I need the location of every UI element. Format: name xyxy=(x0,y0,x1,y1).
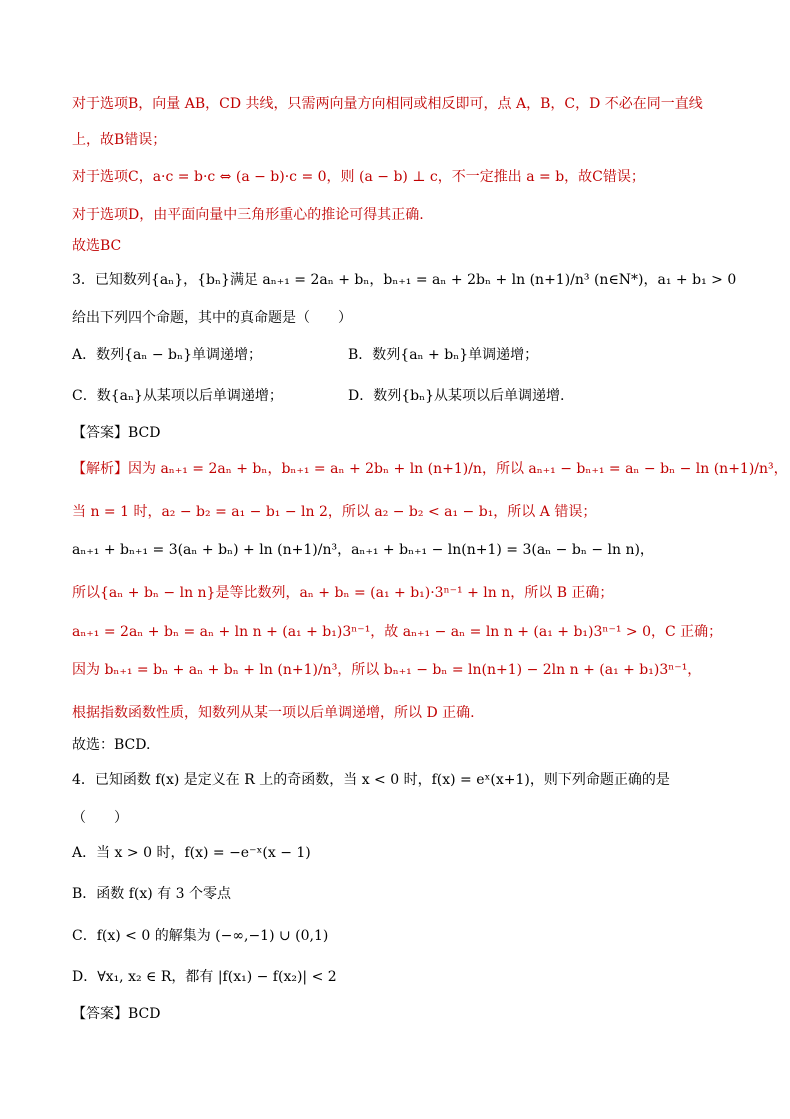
text-line-l17: 根据指数函数性质，知数列从某一项以后单调递增，所以 D 正确. xyxy=(72,705,475,721)
text-line-l5: 故选BC xyxy=(72,238,122,254)
text-line-l9a: C．数{aₙ}从某项以后单调递增； xyxy=(72,388,283,404)
text-line-l18: 故选：BCD. xyxy=(72,737,151,753)
text-line-l20: （ ） xyxy=(72,810,128,826)
text-line-l16: 因为 bₙ₊₁ = bₙ + aₙ + bₙ + ln (n+1)/n³，所以 bₙ₊₁ − bₙ = ln(n+1) − 2ln n + (a₁ + b₁)3ⁿ⁻¹， xyxy=(72,662,702,678)
text-line-l15: aₙ₊₁ = 2aₙ + bₙ = aₙ + ln n + (a₁ + b₁)3ⁿ⁻¹，故 aₙ₊₁ − aₙ = ln n + (a₁ + b₁)3ⁿ⁻¹ > 0，C 正确； xyxy=(72,624,723,640)
text-line-l14: 所以{aₙ + bₙ − ln n}是等比数列，aₙ + bₙ = (a₁ + b₁)·3ⁿ⁻¹ + ln n，所以 B 正确； xyxy=(72,585,614,601)
text-line-l8a: A．数列{aₙ − bₙ}单调递增； xyxy=(72,347,262,363)
text-line-l9b: D．数列{bₙ}从某项以后单调递增. xyxy=(348,388,565,404)
text-line-l7: 给出下列四个命题，其中的真命题是（ ） xyxy=(72,310,352,326)
text-line-l3: 对于选项C，a·c = b·c ⇔ (a − b)·c = 0，则 (a − b) ⊥ c，不一定推出 a = b，故C错误； xyxy=(72,169,645,185)
text-line-l2: 上，故B错误； xyxy=(72,132,167,148)
text-line-l1: 对于选项B，向量 AB，CD 共线，只需两向量方向相同或相反即可，点 A，B，C，D 不必在同一直线 xyxy=(72,96,703,112)
text-line-l12: 当 n = 1 时，a₂ − b₂ = a₁ − b₁ − ln 2，所以 a₂ − b₂ < a₁ − b₁，所以 A 错误； xyxy=(72,504,597,520)
text-line-l6: 3．已知数列{aₙ}，{bₙ}满足 aₙ₊₁ = 2aₙ + bₙ，bₙ₊₁ = aₙ + 2bₙ + ln (n+1)/n³ (n∈N*)，a₁ + b₁ > 0 xyxy=(72,272,737,288)
text-line-l10: 【答案】BCD xyxy=(72,425,161,441)
text-line-l4: 对于选项D，由平面向量中三角形重心的推论可得其正确. xyxy=(72,207,424,223)
text-line-l22: B．函数 f(x) 有 3 个零点 xyxy=(72,886,231,902)
text-line-l8b: B．数列{aₙ + bₙ}单调递增； xyxy=(348,347,539,363)
text-line-l21: A．当 x > 0 时，f(x) = −e⁻ˣ(x − 1) xyxy=(72,845,311,861)
text-line-l23: C．f(x) < 0 的解集为 (−∞,−1) ∪ (0,1) xyxy=(72,928,329,944)
text-line-l25: 【答案】BCD xyxy=(72,1006,161,1022)
text-line-l19: 4．已知函数 f(x) 是定义在 R 上的奇函数，当 x < 0 时，f(x) = eˣ(x+1)，则下列命题正确的是 xyxy=(72,772,670,788)
text-line-l13: aₙ₊₁ + bₙ₊₁ = 3(aₙ + bₙ) + ln (n+1)/n³，aₙ₊₁ + bₙ₊₁ − ln(n+1) = 3(aₙ − bₙ − ln n)， xyxy=(72,542,654,558)
text-line-l11: 【解析】因为 aₙ₊₁ = 2aₙ + bₙ，bₙ₊₁ = aₙ + 2bₙ + ln (n+1)/n，所以 aₙ₊₁ − bₙ₊₁ = aₙ − bₙ − ln (n+1)/n³， xyxy=(72,461,788,477)
text-line-l24: D．∀x₁, x₂ ∈ R，都有 |f(x₁) − f(x₂)| < 2 xyxy=(72,969,337,985)
